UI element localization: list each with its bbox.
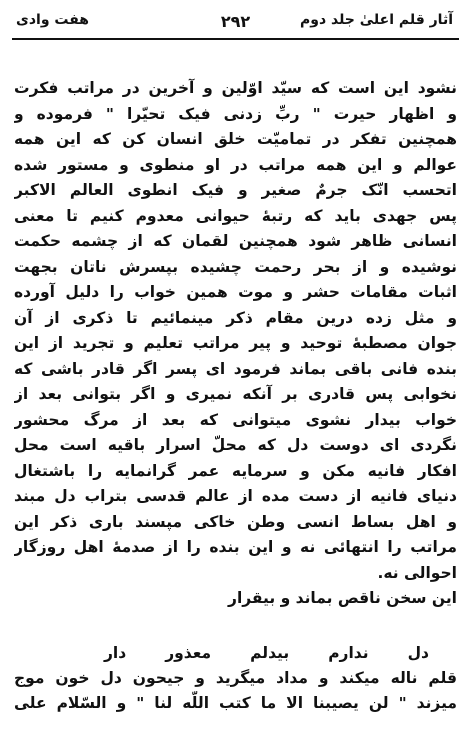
- page-number: ۲۹۲: [220, 12, 251, 31]
- text-line: و مثل زده درین مقام ذکر مینمائیم تا ذکری از آن: [14, 308, 457, 327]
- text-line: اثبات مقامات حشر و موت همین خواب را دلیل آورده: [14, 283, 457, 301]
- page-header: [12, 4, 459, 40]
- book-title: آثار قلم اعلیٰ جلد دوم: [299, 12, 453, 28]
- text-line: این سخن ناقص بماند و بیقرار: [228, 589, 457, 607]
- text-line: پس جهدی باید که رتبهٔ حیوانی معدوم کنیم تا معنی: [14, 206, 457, 225]
- text-line: جوان مصطبهٔ توحید و پیر مراتب تعلیم و تجرید از این: [14, 334, 457, 352]
- text-line: انسانی ظاهر شود همچنین لقمان که از چشمه حکمت: [14, 232, 457, 250]
- text-line: عوالم و این همه مراتب در او منطوی و مستور شده: [14, 155, 457, 174]
- poem-block: [14, 641, 457, 716]
- text-line: خواب بیدار نشوی میتوانی که بعد از مرگ محشور: [14, 410, 457, 429]
- text-line: دنیای فانیه از دست مده از عالم قدسی بتراب دل مبند: [14, 487, 457, 505]
- text-line: و اظهار حیرت " ربِّ زدنی فیک تحیّرا " فرموده و: [14, 104, 457, 123]
- section-title: هفت وادی: [16, 12, 89, 28]
- body-text: [14, 76, 457, 612]
- text-line: نخوابی پس قادری بر آنکه نمیری و اگر بتوانی بعد از: [14, 385, 457, 403]
- text-line: احوالی نه.: [377, 563, 457, 582]
- text-line: میزند " لن یصیبنا الا ما کتب اللّه لنا " و السّلام علی: [14, 694, 457, 712]
- text-line: همچنین تفکر در تمامیّت خلق انسان کن که این همه: [14, 130, 457, 148]
- text-line: مراتب را انتهائی نه و این بنده را از صدمهٔ اهل روزگار: [14, 538, 457, 556]
- text-line: و اهل بساط انسی وطن خاکی مپسند باری ذکر این: [14, 512, 457, 531]
- text-line: قلم ناله میکند و مداد میگرید و جیحون دل خون موج: [14, 669, 457, 687]
- text-line: افکار فانیه مکن و سرمایه عمر گرانمایه را باشتغال: [14, 461, 457, 480]
- poem-verse: دل ندارم بیدلم معذور دار: [104, 644, 429, 662]
- text-line: نگردی ای دوست دل که محلّ اسرار باقیه است محل: [14, 436, 457, 454]
- text-line: اتحسب انّک جرمٌ صغیر و فیک انطوی العالم الاکبر: [14, 181, 457, 199]
- text-line: بنده فانی باقی بماند فرمود ای پسر اگر قادر باشی که: [14, 359, 457, 378]
- text-line: نوشیده و از بحر رحمت چشیده بپسرش ناتان بجهت: [14, 257, 457, 276]
- text-line: نشود این است که سیّد اوّلین و آخرین در مراتب فکرت: [14, 79, 457, 97]
